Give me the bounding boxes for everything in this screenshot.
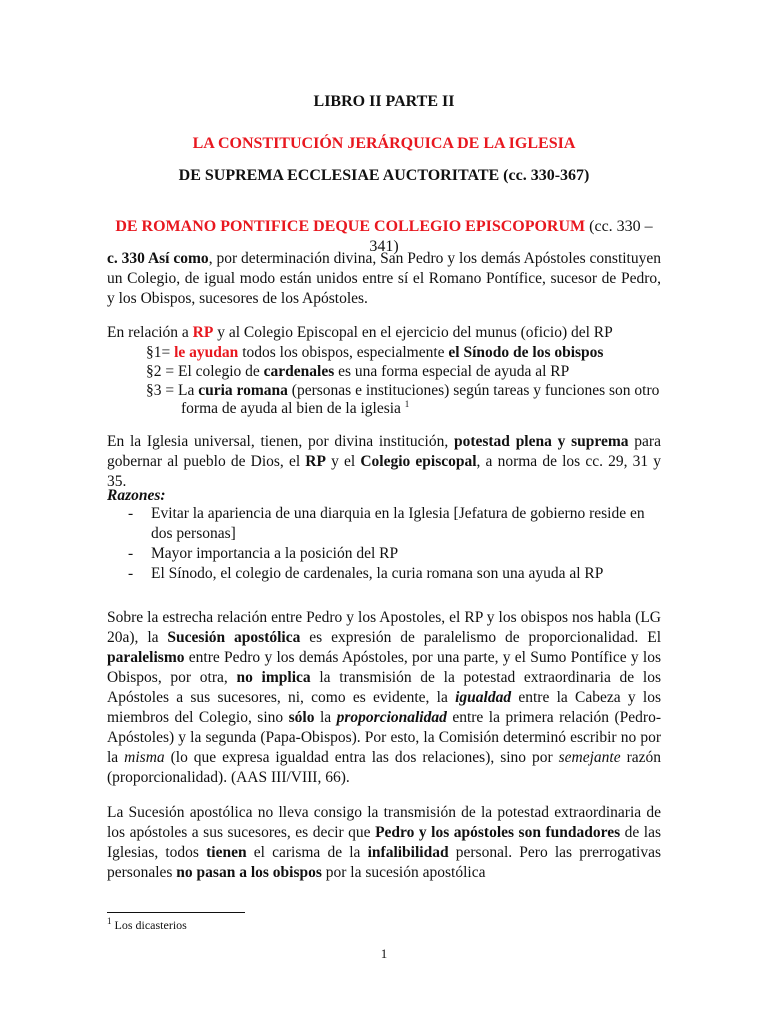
p3-j: sólo [288,709,315,726]
dash-bullet: - [128,505,134,522]
dash-bullet: - [128,545,134,562]
p2-b: potestad plena y suprema [453,433,629,450]
razon-text: Mayor importancia a la posición del RP [151,545,399,562]
p3-g: la transmisión de la potestad extraordinaria de los Apóstoles a sus sucesores, ni, como es evidente, la [107,669,661,706]
p2-d: RP [305,453,326,470]
p4-i: por la sucesión apostólica [321,864,486,881]
p4-d: tienen [206,844,247,861]
razones-heading: Razones: [107,487,166,504]
s2-rest: es una forma especial de ayuda al RP [334,363,570,380]
p4-b: Pedro y los apóstoles son fundadores [375,824,621,841]
p3-q: razón (proporcionalidad). (AAS III/VIII, 66). [107,749,661,786]
footnote-number: 1 [107,916,112,926]
document-subsubtitle: DE SUPREMA ECCLESIAE AUCTORITATE (cc. 330-367) [178,167,590,184]
s1-bold: el Sínodo de los obispos [448,344,604,361]
s1-text: todos los obispos, especialmente [238,344,449,361]
c330-lead: c. 330 Así como [107,250,209,267]
razon-text: El Sínodo, el colegio de cardenales, la curia romana son una ayuda al RP [151,565,604,582]
relation-intro [107,323,661,343]
razon-text: Evitar la apariencia de una diarquia en la Iglesia [Jefatura de gobierno reside en dos personas] [151,505,645,542]
p3-n: misma [124,749,165,766]
section-3-continuation [181,399,409,419]
s3-label: §3 = La [146,382,199,399]
s2-label: §2 = [146,363,178,380]
p3-c: es expresión de paralelismo de proporcionalidad. El [300,629,661,646]
p4-a: La Sucesión apostólica no lleva consigo la transmisión de la potestad extraordinaria de los apóstoles a sus sucesores, es decir que [107,804,661,841]
paragraph-universal-church [107,432,661,492]
document-subtitle: LA CONSTITUCIÓN JERÁRQUICA DE LA IGLESIA [192,135,576,152]
p3-l: proporcionalidad [336,709,447,726]
p4-f: infalibilidad [367,844,449,861]
paragraph-apostolic-succession [107,608,661,788]
footnote-ref[interactable]: 1 [404,398,410,409]
section-heading-red: DE ROMANO PONTIFICE DEQUE COLLEGIO EPISCOPORUM [115,218,586,235]
relation-post: y al Colegio Episcopal en el ejercicio del munus (oficio) del RP [213,324,613,341]
s3-rest: (personas e instituciones) según tareas y funciones son otro [287,382,660,399]
p4-e: el carisma de la [246,844,368,861]
c330-text: , por determinación divina, San Pedro y los demás Apóstoles constituyen un Colegio, de igual modo están unidos entre sí el Romano Pontífice, sucesor de Pedro, y los Obispos, sucesores de los Apóstoles. [107,250,661,307]
section-heading-range: (cc. 330 – 341) [369,218,653,255]
p3-m: entre la primera relación (Pedro-Apóstoles) y la segunda (Papa-Obispos). Por esto, la Comisión determinó escribir no por la [107,709,661,766]
p3-h: igualdad [455,689,512,706]
p2-c: para gobernar al pueblo de Dios, el [107,433,661,470]
s1-red: le ayudan [174,344,239,361]
s2-bold: cardenales [263,363,335,380]
section-2-line [146,362,569,382]
p2-a: En la Iglesia universal, tienen, por divina institución, [107,433,454,450]
relation-rp: RP [192,324,214,341]
relation-pre: En relación a [107,324,193,341]
p4-c: de las Iglesias, todos [107,824,661,861]
paragraph-succession-prerogatives [107,803,661,883]
section-1-line [146,343,603,363]
p3-b: Sucesión apostólica [167,629,301,646]
list-item [124,564,661,584]
p3-o: (lo que expresa igualdad entra las dos relaciones), sino por [164,749,559,766]
list-item [124,504,661,544]
s3-bold: curia romana [198,382,288,399]
p2-f: Colegio episcopal [360,453,477,470]
paragraph-c330 [107,249,661,309]
list-item [124,544,661,564]
footnote [107,917,187,933]
razones-list [124,504,661,584]
p3-k: la [314,709,337,726]
s3-cont: forma de ayuda al bien de la iglesia [181,400,405,417]
p2-g: , a norma de los cc. 29, 31 y 35. [107,453,661,490]
p3-f: no implica [236,669,311,686]
p2-e: y el [325,453,361,470]
p4-h: no pasan a los obispos [176,864,322,881]
p3-e: entre Pedro y los demás Apóstoles, por una parte, y el Sumo Pontífice y los Obispos, por otra, [107,649,661,686]
p4-g: personal. Pero las prerrogativas personales [107,844,662,881]
footnote-text: Los dicasterios [111,918,187,932]
p3-p: semejante [558,749,621,766]
s1-label: §1= [146,344,175,361]
document-title: LIBRO II PARTE II [313,93,455,110]
p3-a: Sobre la estrecha relación entre Pedro y los Apostoles, el RP y los obispos nos habla (LG 20a), la [107,609,661,646]
page-number: 1 [380,946,388,961]
p3-i: entre la Cabeza y los miembros del Colegio, sino [107,689,662,726]
section-3-line [146,381,659,401]
dash-bullet: - [128,565,134,582]
footnote-separator [107,912,245,913]
s2-text: El colegio de [178,363,264,380]
p3-d: paralelismo [107,649,185,666]
